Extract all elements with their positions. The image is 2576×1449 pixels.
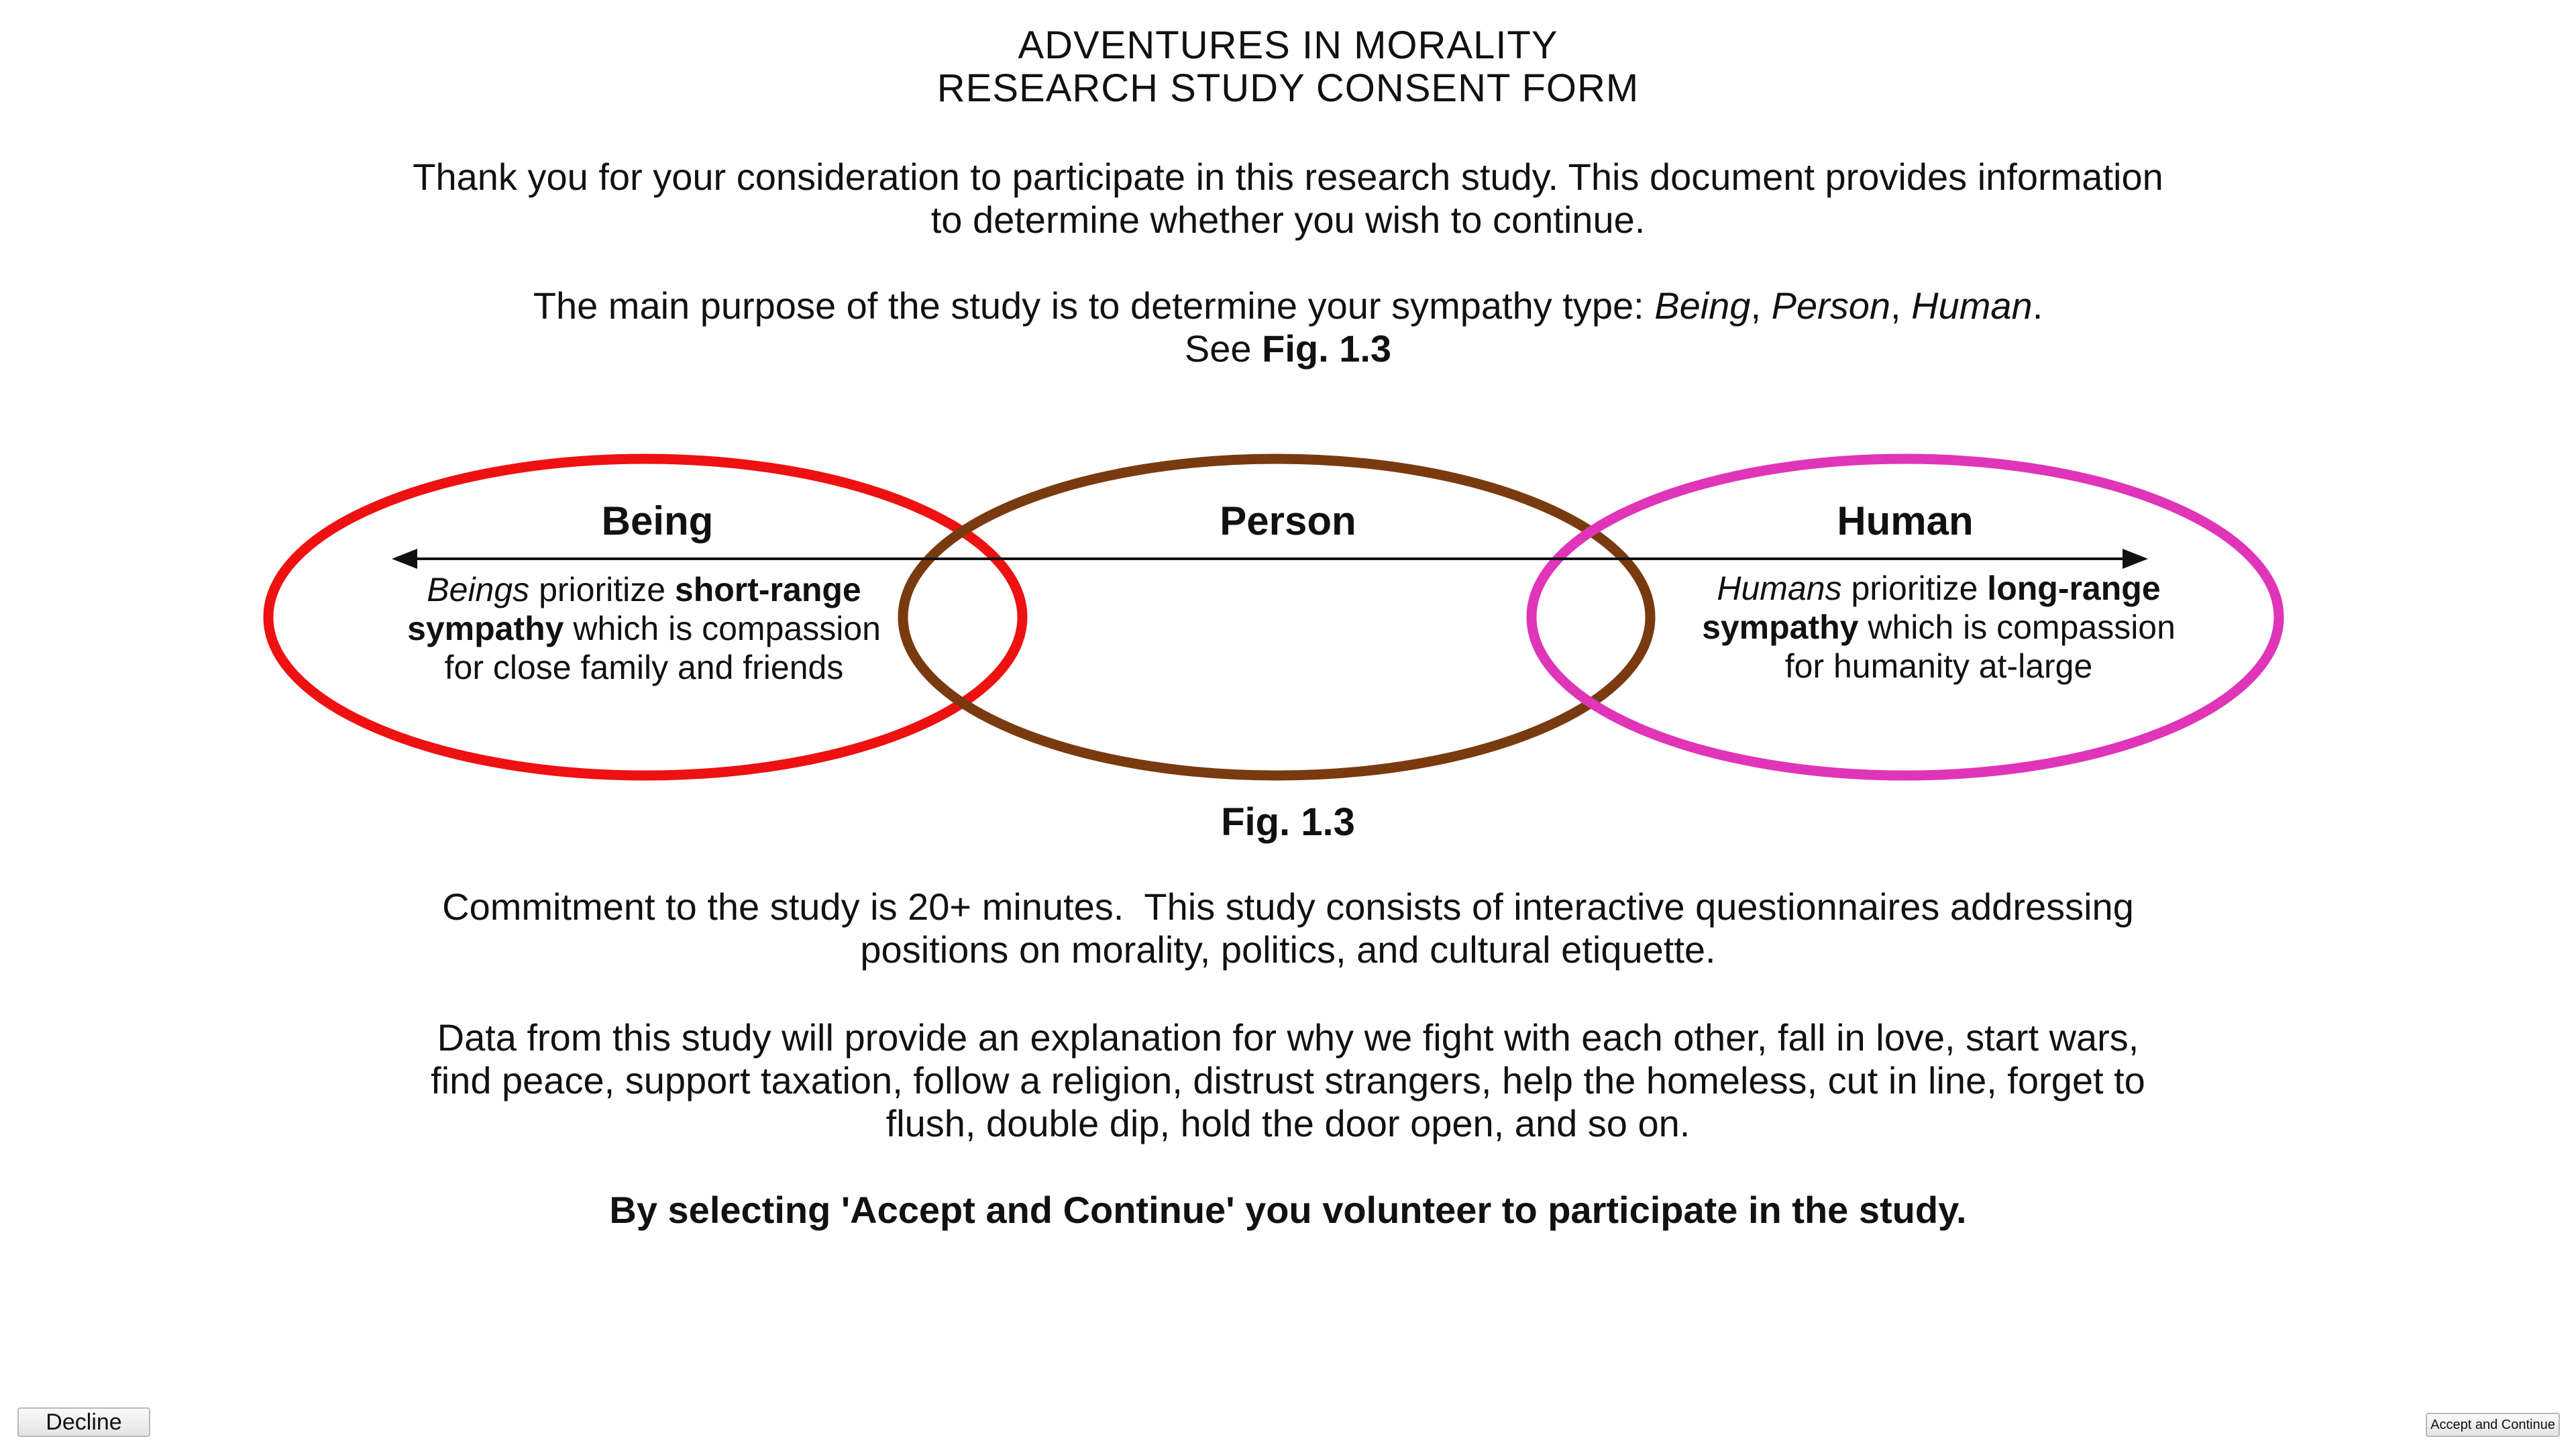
type-person: Person [1771, 284, 1891, 327]
separator: , [1750, 284, 1772, 327]
period: . [2032, 284, 2043, 327]
human-description [1684, 569, 2194, 686]
intro-line-2: to determine whether you wish to continue. [930, 199, 1646, 241]
label-being: Being [601, 498, 714, 543]
figure-reference: Fig. 1.3 [1262, 327, 1392, 370]
purpose-line-2 [0, 327, 2576, 370]
type-human: Human [1911, 284, 2033, 327]
title-line-2: RESEARCH STUDY CONSENT FORM [936, 66, 1640, 110]
data-use-line-3: flush, double dip, hold the door open, and so on. [885, 1102, 1690, 1144]
sympathy-axis-arrow [392, 549, 2148, 569]
commitment-line-2: positions on morality, politics, and cultural etiquette. [860, 928, 1716, 971]
commitment-line-1: Commitment to the study is 20+ minutes. This study consists of interactive questionnaires addressing [442, 885, 2134, 928]
title-line-1: ADVENTURES IN MORALITY [1018, 23, 1558, 67]
purpose-line-1 [0, 284, 2576, 327]
label-human: Human [1837, 498, 1974, 543]
human-desc-bold: long-range sympathy [1702, 570, 2161, 646]
label-person: Person [1220, 498, 1356, 543]
data-use-line-2: find peace, support taxation, follow a religion, distrust strangers, help the homeless, cut in line, forget to [431, 1059, 2145, 1102]
human-desc-italic: Humans [1717, 570, 1842, 607]
intro-line-1: Thank you for your consideration to participate in this research study. This document provides information [413, 156, 2163, 198]
arrow-left-head [392, 549, 417, 569]
arrow-right-head [2123, 549, 2148, 569]
purpose-text: The main purpose of the study is to determine your sympathy type: [533, 284, 1655, 327]
accept-and-continue-button[interactable]: Accept and Continue [2426, 1413, 2560, 1437]
commitment-paragraph [0, 885, 2576, 971]
being-desc-pre: prioritize [529, 571, 675, 608]
type-being: Being [1654, 284, 1751, 327]
intro-paragraph [0, 156, 2576, 241]
being-desc-italic: Beings [427, 571, 530, 608]
purpose-paragraph [0, 284, 2576, 370]
being-desc-rest: which is compassion for close family and friends [444, 610, 881, 686]
agreement-statement: By selecting 'Accept and Continue' you volunteer to participate in the study. [609, 1189, 1967, 1231]
data-use-paragraph [0, 1016, 2576, 1145]
see-prefix: See [1184, 327, 1263, 370]
being-desc-bold: short-range sympathy [407, 571, 861, 647]
figure-caption: Fig. 1.3 [1221, 800, 1355, 844]
data-use-line-1: Data from this study will provide an explanation for why we fight with each other, fall in love, start wars, [437, 1016, 2139, 1059]
human-desc-rest: which is compassion for humanity at-large [1784, 608, 2176, 685]
human-desc-pre: prioritize [1841, 570, 1988, 607]
decline-button[interactable]: Decline [17, 1407, 150, 1437]
consent-title [0, 24, 2576, 110]
being-description [389, 570, 899, 687]
separator: , [1890, 284, 1912, 327]
